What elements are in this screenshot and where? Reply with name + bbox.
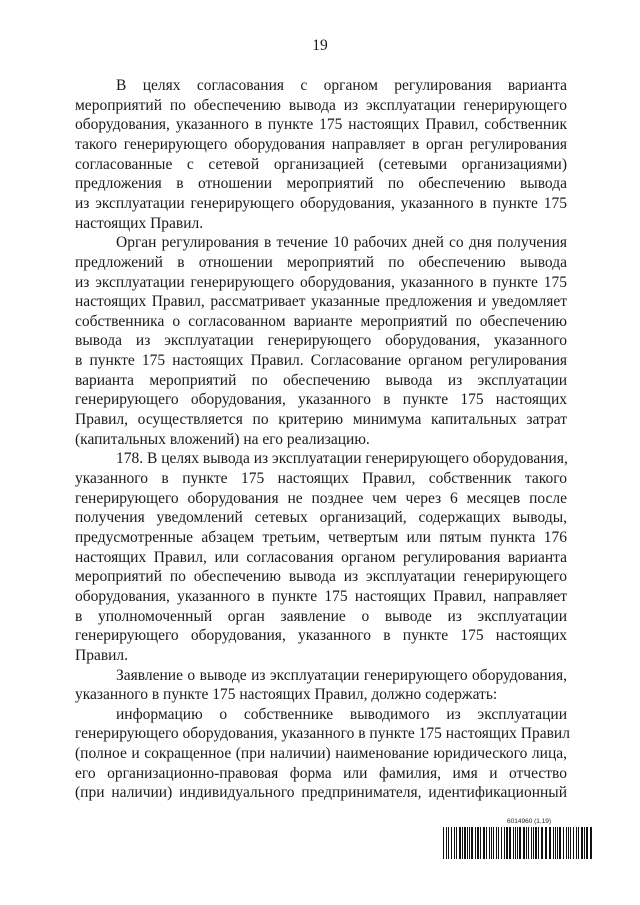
text-line: такого генерирующего оборудования направляет в орган регулирования bbox=[75, 135, 567, 153]
text-line: настоящих Правил, или согласования органом регулирования варианта bbox=[75, 548, 567, 566]
barcode-image bbox=[443, 827, 593, 859]
text-line: (полное и сокращенное (при наличии) наименование юридического лица, bbox=[75, 745, 567, 763]
text-line: (капитальных вложений) на его реализацию. bbox=[75, 430, 370, 448]
text-line: информацию о собственнике выводимого из эксплуатации bbox=[116, 705, 567, 723]
text-line: 178. В целях вывода из эксплуатации генерирующего оборудования, bbox=[116, 450, 568, 468]
text-line: получения уведомлений сетевых организаций, содержащих выводы, bbox=[75, 509, 567, 527]
text-line: мероприятий по обеспечению вывода из эксплуатации генерирующего bbox=[75, 96, 567, 114]
text-line: настоящих Правил. bbox=[75, 214, 204, 232]
text-line: Заявление о выводе из эксплуатации генерирующего оборудования, bbox=[116, 666, 567, 684]
text-line: В целях согласования с органом регулирования варианта bbox=[116, 77, 567, 94]
text-line: вывода из эксплуатации генерирующего оборудования, указанного bbox=[75, 332, 567, 350]
text-line: его организационно-правовая форма или фамилия, имя и отчество bbox=[75, 764, 567, 782]
text-line: предложений в отношении мероприятий по обеспечению вывода bbox=[75, 253, 567, 271]
text-line: варианта мероприятий по обеспечению вывода из эксплуатации bbox=[75, 371, 567, 389]
document-code: 6014960 (1.19) bbox=[507, 818, 552, 825]
text-line: Правил, осуществляется по критерию минимума капитальных затрат bbox=[75, 411, 567, 428]
text-line: Правил. bbox=[75, 646, 129, 664]
text-line: собственника о согласованном варианте мероприятий по обеспечению bbox=[75, 312, 567, 330]
text-line: оборудования, указанного в пункте 175 настоящих Правил, собственник bbox=[75, 116, 567, 134]
text-line: оборудования, указанного в пункте 175 настоящих Правил, направляет bbox=[75, 587, 567, 605]
text-line: в уполномоченный орган заявление о выводе из эксплуатации bbox=[75, 607, 567, 625]
text-line: мероприятий по обеспечению вывода из эксплуатации генерирующего bbox=[75, 568, 567, 586]
text-line: генерирующего оборудования, указанного в пункте 175 настоящих bbox=[75, 627, 567, 645]
text-line: из эксплуатации генерирующего оборудования, указанного в пункте 175 bbox=[75, 273, 567, 291]
text-line: Орган регулирования в течение 10 рабочих дней со дня получения bbox=[116, 234, 567, 252]
text-line: в пункте 175 настоящих Правил. Согласование органом регулирования bbox=[75, 352, 567, 370]
text-line: предусмотренные абзацем третьим, четвертым или пятым пункта 176 bbox=[75, 529, 567, 546]
text-line: согласованные с сетевой организацией (сетевыми организациями) bbox=[75, 155, 567, 173]
text-line: генерирующего оборудования, указанного в пункте 175 настоящих bbox=[75, 391, 567, 409]
text-line: указанного в пункте 175 настоящих Правил, должно содержать: bbox=[75, 686, 498, 704]
text-line: генерирующего оборудования не позднее чем через 6 месяцев после bbox=[75, 489, 567, 507]
text-line: генерирующего оборудования, указанного в пункте 175 настоящих Правил bbox=[75, 725, 570, 743]
text-line: (при наличии) индивидуального предпринимателя, идентификационный bbox=[75, 784, 567, 802]
text-line: настоящих Правил, рассматривает указанные предложения и уведомляет bbox=[75, 293, 567, 311]
page-number: 19 bbox=[312, 37, 328, 54]
text-line: предложения в отношении мероприятий по обеспечению вывода bbox=[75, 175, 567, 193]
text-line: указанного в пункте 175 настоящих Правил, собственник такого bbox=[75, 470, 567, 487]
text-line: из эксплуатации генерирующего оборудования, указанного в пункте 175 bbox=[75, 194, 567, 212]
